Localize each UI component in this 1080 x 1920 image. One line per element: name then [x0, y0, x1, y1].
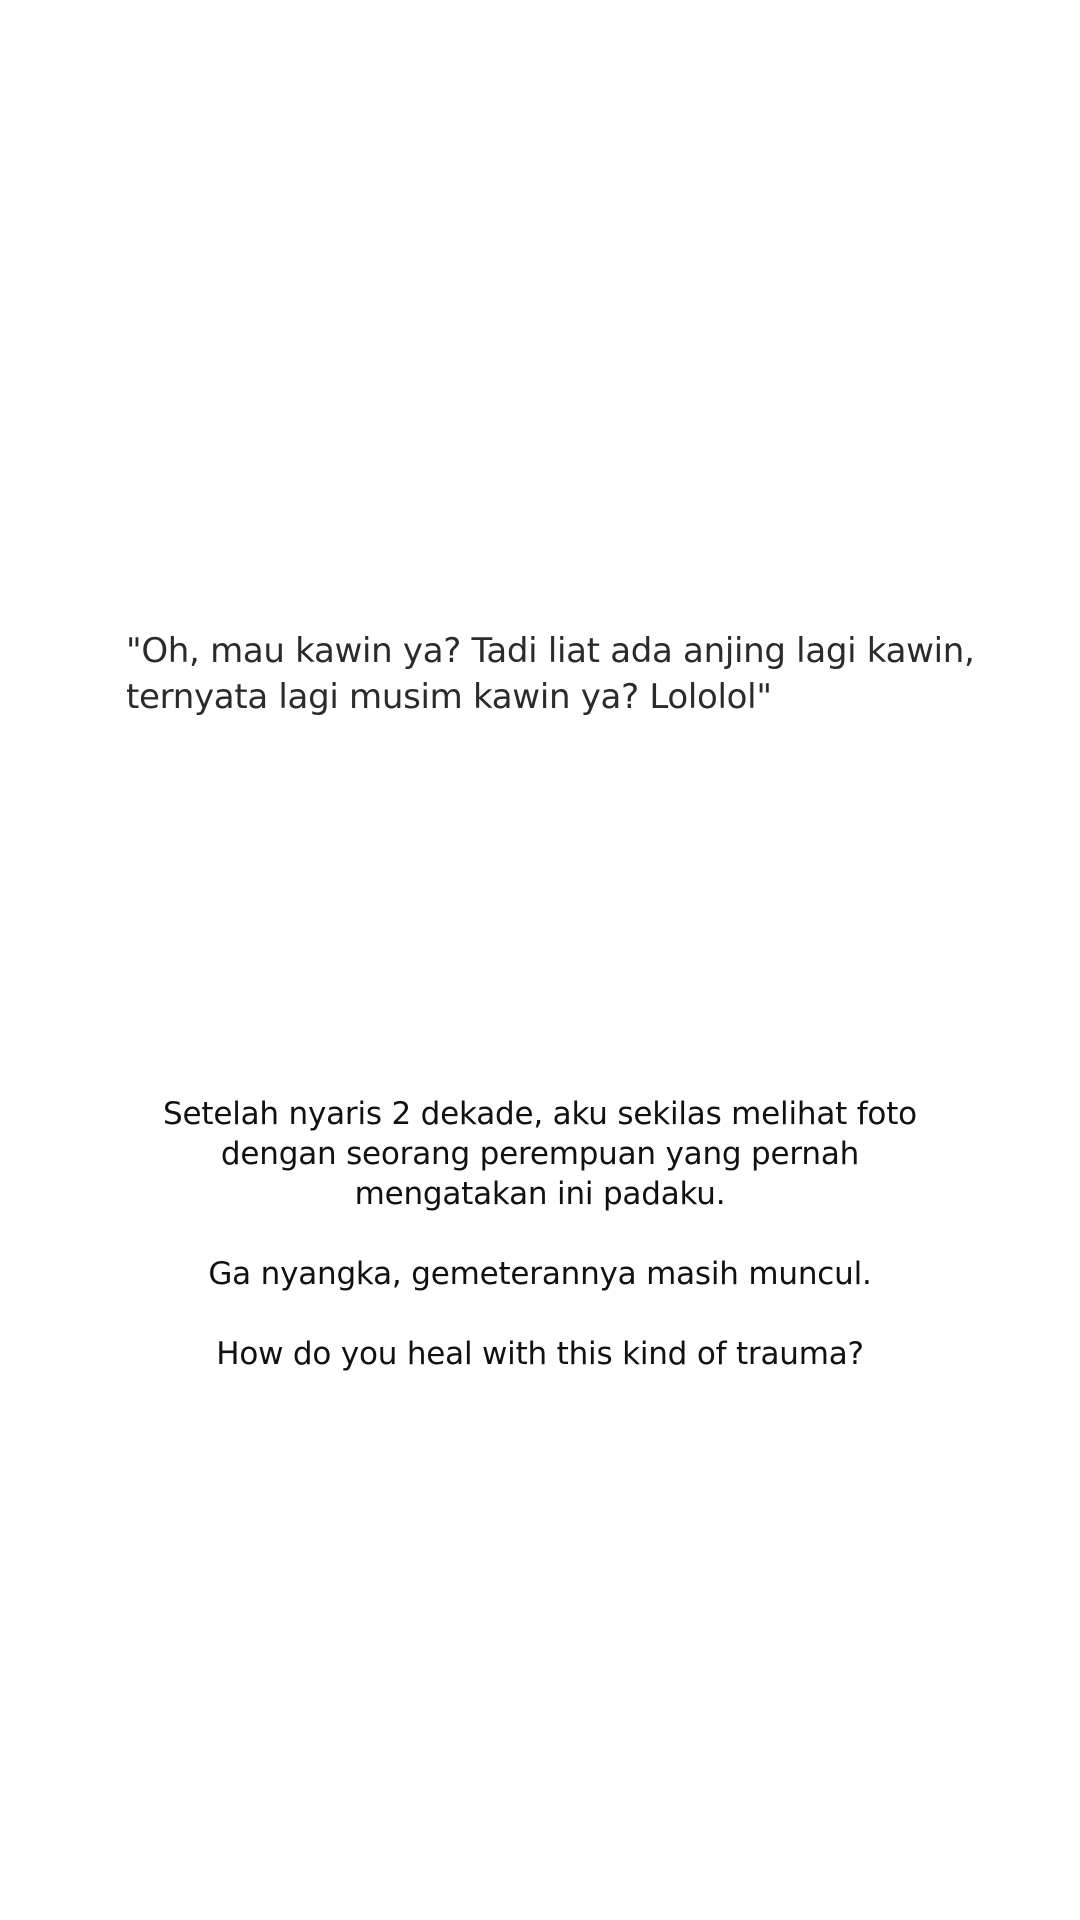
caption-line-3: mengatakan ini padaku.	[354, 1176, 726, 1212]
caption-paragraph-2: Ga nyangka, gemeterannya masih muncul.	[208, 1256, 872, 1292]
paragraph-gap	[0, 1294, 1080, 1334]
quote-line-1: "Oh, mau kawin ya? Tadi liat ada anjing lagi kawin,	[126, 631, 975, 671]
caption-paragraph-3: How do you heal with this kind of trauma?	[216, 1336, 864, 1372]
caption-text-block	[0, 1094, 1080, 1374]
caption-line-2: dengan seorang perempuan yang pernah	[220, 1136, 860, 1172]
caption-line-1: Setelah nyaris 2 dekade, aku sekilas melihat foto	[163, 1096, 917, 1132]
quoted-text-block	[126, 628, 975, 720]
paragraph-gap	[0, 1214, 1080, 1254]
quote-line-2: ternyata lagi musim kawin ya? Lololol"	[126, 677, 772, 717]
